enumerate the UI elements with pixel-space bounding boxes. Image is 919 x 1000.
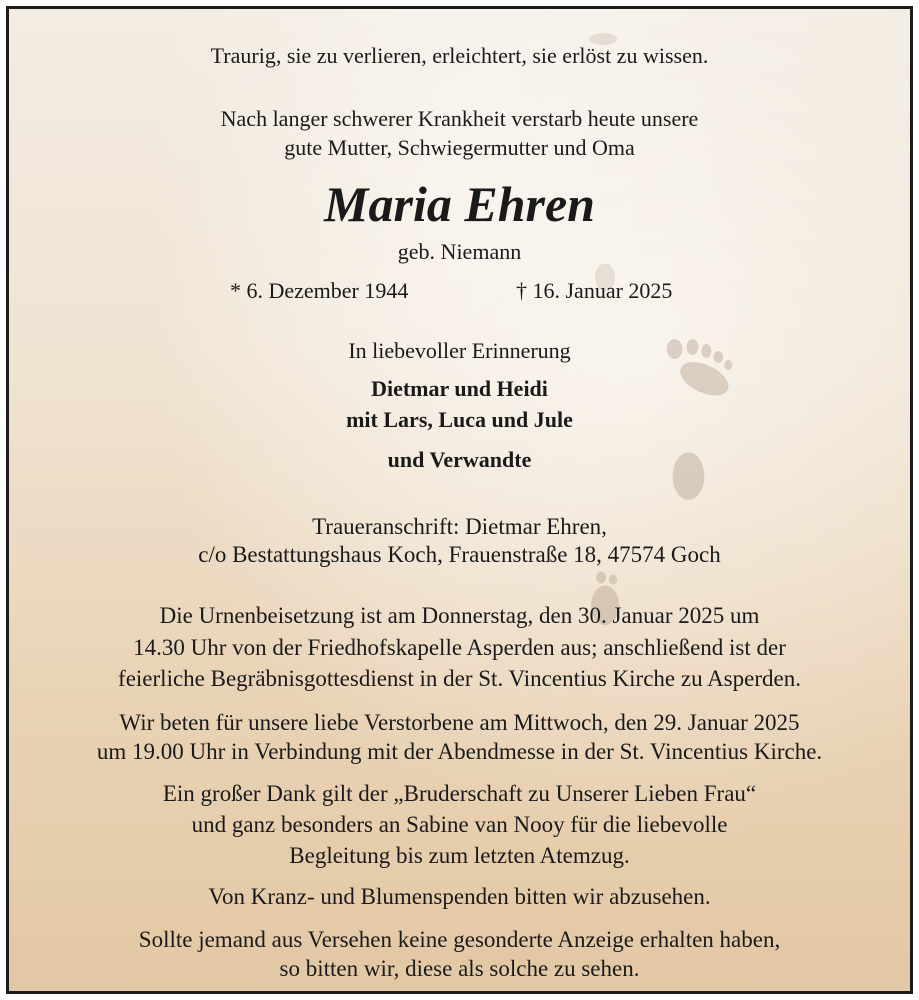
announcement-line-1: Nach langer schwerer Krankheit verstarb heute unsere [220, 106, 699, 131]
relatives-line: und Verwandte [387, 447, 532, 472]
thanks-line-3: Begleitung bis zum letzten Atemzug. [289, 843, 630, 868]
memory-heading: In liebevoller Erinnerung [348, 338, 571, 363]
prayer-line-2: um 19.00 Uhr in Verbindung mit der Abendmesse in der St. Vincentius Kirche. [96, 739, 823, 764]
deceased-name: Maria Ehren [324, 176, 595, 232]
address-line-1: Traueranschrift: Dietmar Ehren, [312, 514, 607, 539]
burial-line-1: Die Urnenbeisetzung ist am Donnerstag, den 30. Januar 2025 um [159, 603, 760, 628]
closing-line-2: so bitten wir, diese als solche zu sehen. [279, 956, 640, 981]
thanks-line-1: Ein großer Dank gilt der „Bruderschaft zu Unserer Lieben Frau“ [162, 781, 757, 806]
burial-line-2: 14.30 Uhr von der Friedhofskapelle Asperden aus; anschließend ist der [133, 635, 786, 660]
prayer-line-1: Wir beten für unsere liebe Verstorbene am Mittwoch, den 29. Januar 2025 [119, 710, 800, 735]
thanks-line-2: und ganz besonders an Sabine van Nooy für die liebevolle [191, 812, 728, 837]
death-date: † 16. Januar 2025 [516, 278, 673, 303]
obituary-frame [6, 6, 913, 994]
address-line-2: c/o Bestattungshaus Koch, Frauenstraße 18, 47574 Goch [198, 542, 721, 567]
life-dates [9, 277, 910, 307]
family-line-2: mit Lars, Luca und Jule [346, 407, 573, 432]
maiden-name: geb. Niemann [397, 239, 522, 264]
flowers-line: Von Kranz- und Blumenspenden bitten wir abzusehen. [208, 884, 711, 909]
closing-line-1: Sollte jemand aus Versehen keine gesonderte Anzeige erhalten haben, [138, 927, 781, 952]
family-line-1: Dietmar und Heidi [371, 376, 548, 401]
announcement-line-2: gute Mutter, Schwiegermutter und Oma [284, 135, 635, 160]
burial-line-3: feierliche Begräbnisgottesdienst in der St. Vincentius Kirche zu Asperden. [118, 666, 801, 691]
intro-line: Traurig, sie zu verlieren, erleichtert, sie erlöst zu wissen. [210, 43, 709, 68]
birth-date: * 6. Dezember 1944 [230, 278, 409, 303]
